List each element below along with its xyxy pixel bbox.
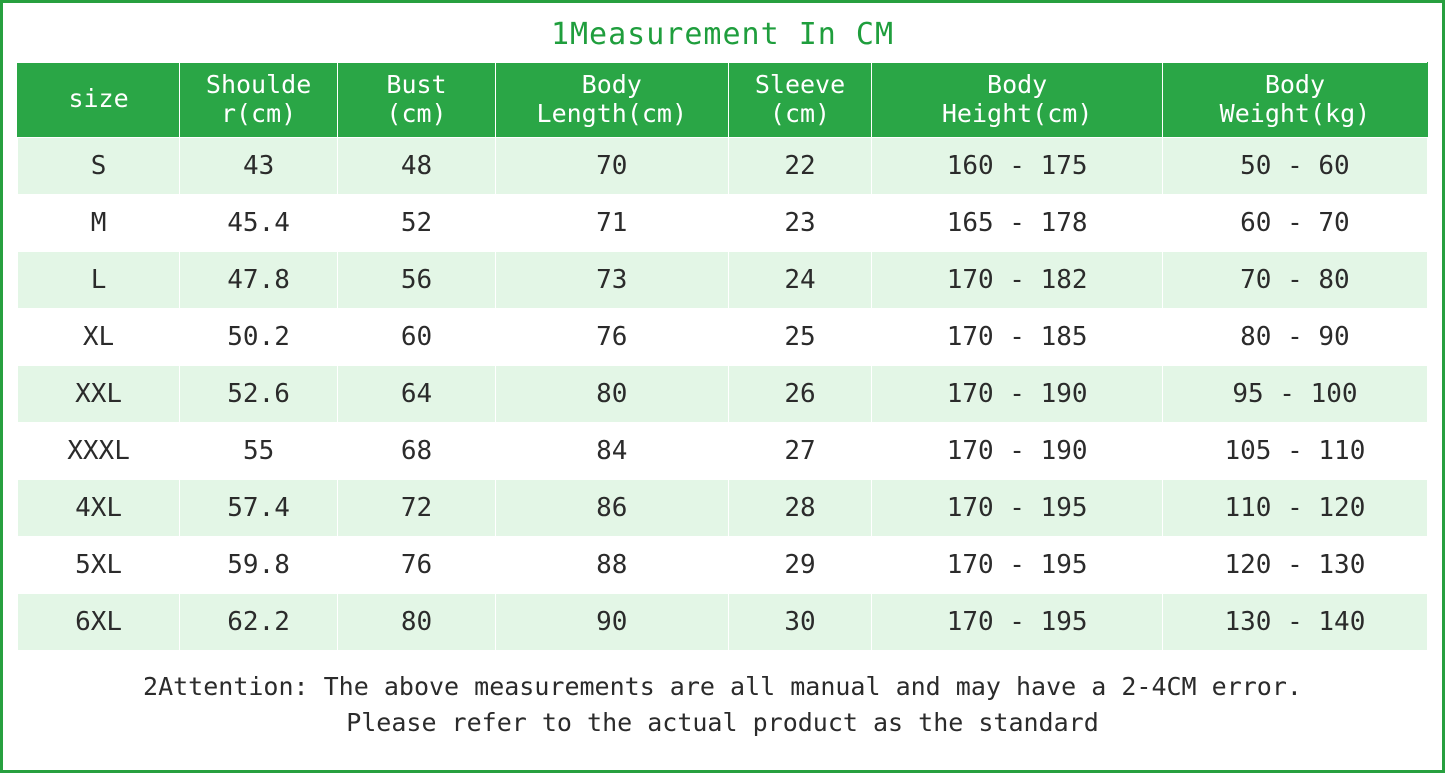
attention-note-line1: 2Attention: The above measurements are all manual and may have a 2-4CM error.	[143, 671, 1302, 701]
cell-body-length: 80	[495, 365, 728, 422]
table-row	[18, 137, 1428, 194]
table-row	[18, 365, 1428, 422]
cell-bust: 60	[338, 308, 496, 365]
column-header-shoulder	[180, 63, 338, 138]
cell-body-length: 70	[495, 137, 728, 194]
column-header-body-weight-line1: Body	[1264, 70, 1326, 99]
cell-body-weight: 70 - 80	[1162, 251, 1427, 308]
cell-shoulder: 55	[180, 422, 338, 479]
cell-sleeve: 22	[728, 137, 872, 194]
size-chart-table	[17, 62, 1428, 651]
column-header-body-length-line2: Length(cm)	[536, 98, 688, 128]
cell-body-weight: 50 - 60	[1162, 137, 1427, 194]
cell-bust: 56	[338, 251, 496, 308]
cell-body-length: 73	[495, 251, 728, 308]
cell-bust: 68	[338, 422, 496, 479]
cell-size: XXXL	[18, 422, 180, 479]
cell-sleeve: 23	[728, 194, 872, 251]
cell-size: M	[18, 194, 180, 251]
cell-size: 4XL	[18, 479, 180, 536]
cell-body-length: 84	[495, 422, 728, 479]
cell-body-height: 165 - 178	[872, 194, 1162, 251]
column-header-sleeve	[728, 63, 872, 138]
cell-sleeve: 25	[728, 308, 872, 365]
attention-note-line2: Please refer to the actual product as the standard	[346, 707, 1099, 737]
cell-size: L	[18, 251, 180, 308]
cell-size: 5XL	[18, 536, 180, 593]
cell-sleeve: 30	[728, 593, 872, 650]
column-header-body-height	[872, 63, 1162, 138]
cell-sleeve: 27	[728, 422, 872, 479]
table-body	[18, 137, 1428, 650]
cell-body-height: 160 - 175	[872, 137, 1162, 194]
cell-sleeve: 24	[728, 251, 872, 308]
cell-bust: 76	[338, 536, 496, 593]
cell-body-height: 170 - 195	[872, 593, 1162, 650]
cell-body-weight: 110 - 120	[1162, 479, 1427, 536]
cell-size: XXL	[18, 365, 180, 422]
table-row	[18, 536, 1428, 593]
table-row	[18, 593, 1428, 650]
table-row	[18, 308, 1428, 365]
column-header-bust-line1: Bust	[386, 70, 447, 99]
cell-size: 6XL	[18, 593, 180, 650]
cell-sleeve: 26	[728, 365, 872, 422]
column-header-sleeve-line2: (cm)	[769, 98, 831, 128]
cell-bust: 52	[338, 194, 496, 251]
column-header-bust	[338, 63, 496, 138]
cell-body-height: 170 - 190	[872, 365, 1162, 422]
cell-body-weight: 80 - 90	[1162, 308, 1427, 365]
cell-body-weight: 130 - 140	[1162, 593, 1427, 650]
table-header-row	[18, 63, 1428, 138]
cell-body-weight: 95 - 100	[1162, 365, 1427, 422]
cell-body-length: 86	[495, 479, 728, 536]
cell-sleeve: 28	[728, 479, 872, 536]
column-header-size-line1: size	[68, 84, 129, 114]
cell-shoulder: 62.2	[180, 593, 338, 650]
cell-body-weight: 60 - 70	[1162, 194, 1427, 251]
cell-sleeve: 29	[728, 536, 872, 593]
cell-body-weight: 105 - 110	[1162, 422, 1427, 479]
cell-body-length: 88	[495, 536, 728, 593]
cell-body-weight: 120 - 130	[1162, 536, 1427, 593]
table-row	[18, 194, 1428, 251]
cell-shoulder: 47.8	[180, 251, 338, 308]
column-header-sleeve-line1: Sleeve	[754, 70, 846, 99]
attention-note	[23, 669, 1422, 742]
page-title: 1Measurement In CM	[550, 17, 895, 52]
cell-body-length: 90	[495, 593, 728, 650]
cell-shoulder: 52.6	[180, 365, 338, 422]
column-header-body-height-line2: Height(cm)	[941, 98, 1093, 128]
cell-body-height: 170 - 190	[872, 422, 1162, 479]
cell-body-height: 170 - 195	[872, 479, 1162, 536]
cell-bust: 72	[338, 479, 496, 536]
cell-shoulder: 45.4	[180, 194, 338, 251]
table-row	[18, 479, 1428, 536]
cell-size: S	[18, 137, 180, 194]
cell-body-length: 71	[495, 194, 728, 251]
column-header-bust-line2: (cm)	[386, 98, 447, 128]
cell-body-height: 170 - 185	[872, 308, 1162, 365]
cell-body-length: 76	[495, 308, 728, 365]
table-row	[18, 251, 1428, 308]
cell-shoulder: 43	[180, 137, 338, 194]
cell-bust: 64	[338, 365, 496, 422]
cell-size: XL	[18, 308, 180, 365]
cell-shoulder: 57.4	[180, 479, 338, 536]
column-header-body-length-line1: Body	[581, 70, 642, 99]
cell-bust: 48	[338, 137, 496, 194]
cell-body-height: 170 - 182	[872, 251, 1162, 308]
column-header-body-weight	[1162, 63, 1427, 138]
cell-bust: 80	[338, 593, 496, 650]
cell-shoulder: 50.2	[180, 308, 338, 365]
table-header	[18, 63, 1428, 138]
table-row	[18, 422, 1428, 479]
column-header-size	[18, 63, 180, 138]
column-header-shoulder-line1: Shoulde	[205, 70, 312, 99]
cell-body-height: 170 - 195	[872, 536, 1162, 593]
column-header-body-weight-line2: Weight(kg)	[1219, 98, 1371, 128]
column-header-body-height-line1: Body	[987, 70, 1048, 99]
column-header-body-length	[495, 63, 728, 138]
cell-shoulder: 59.8	[180, 536, 338, 593]
column-header-shoulder-line2: r(cm)	[220, 98, 297, 128]
